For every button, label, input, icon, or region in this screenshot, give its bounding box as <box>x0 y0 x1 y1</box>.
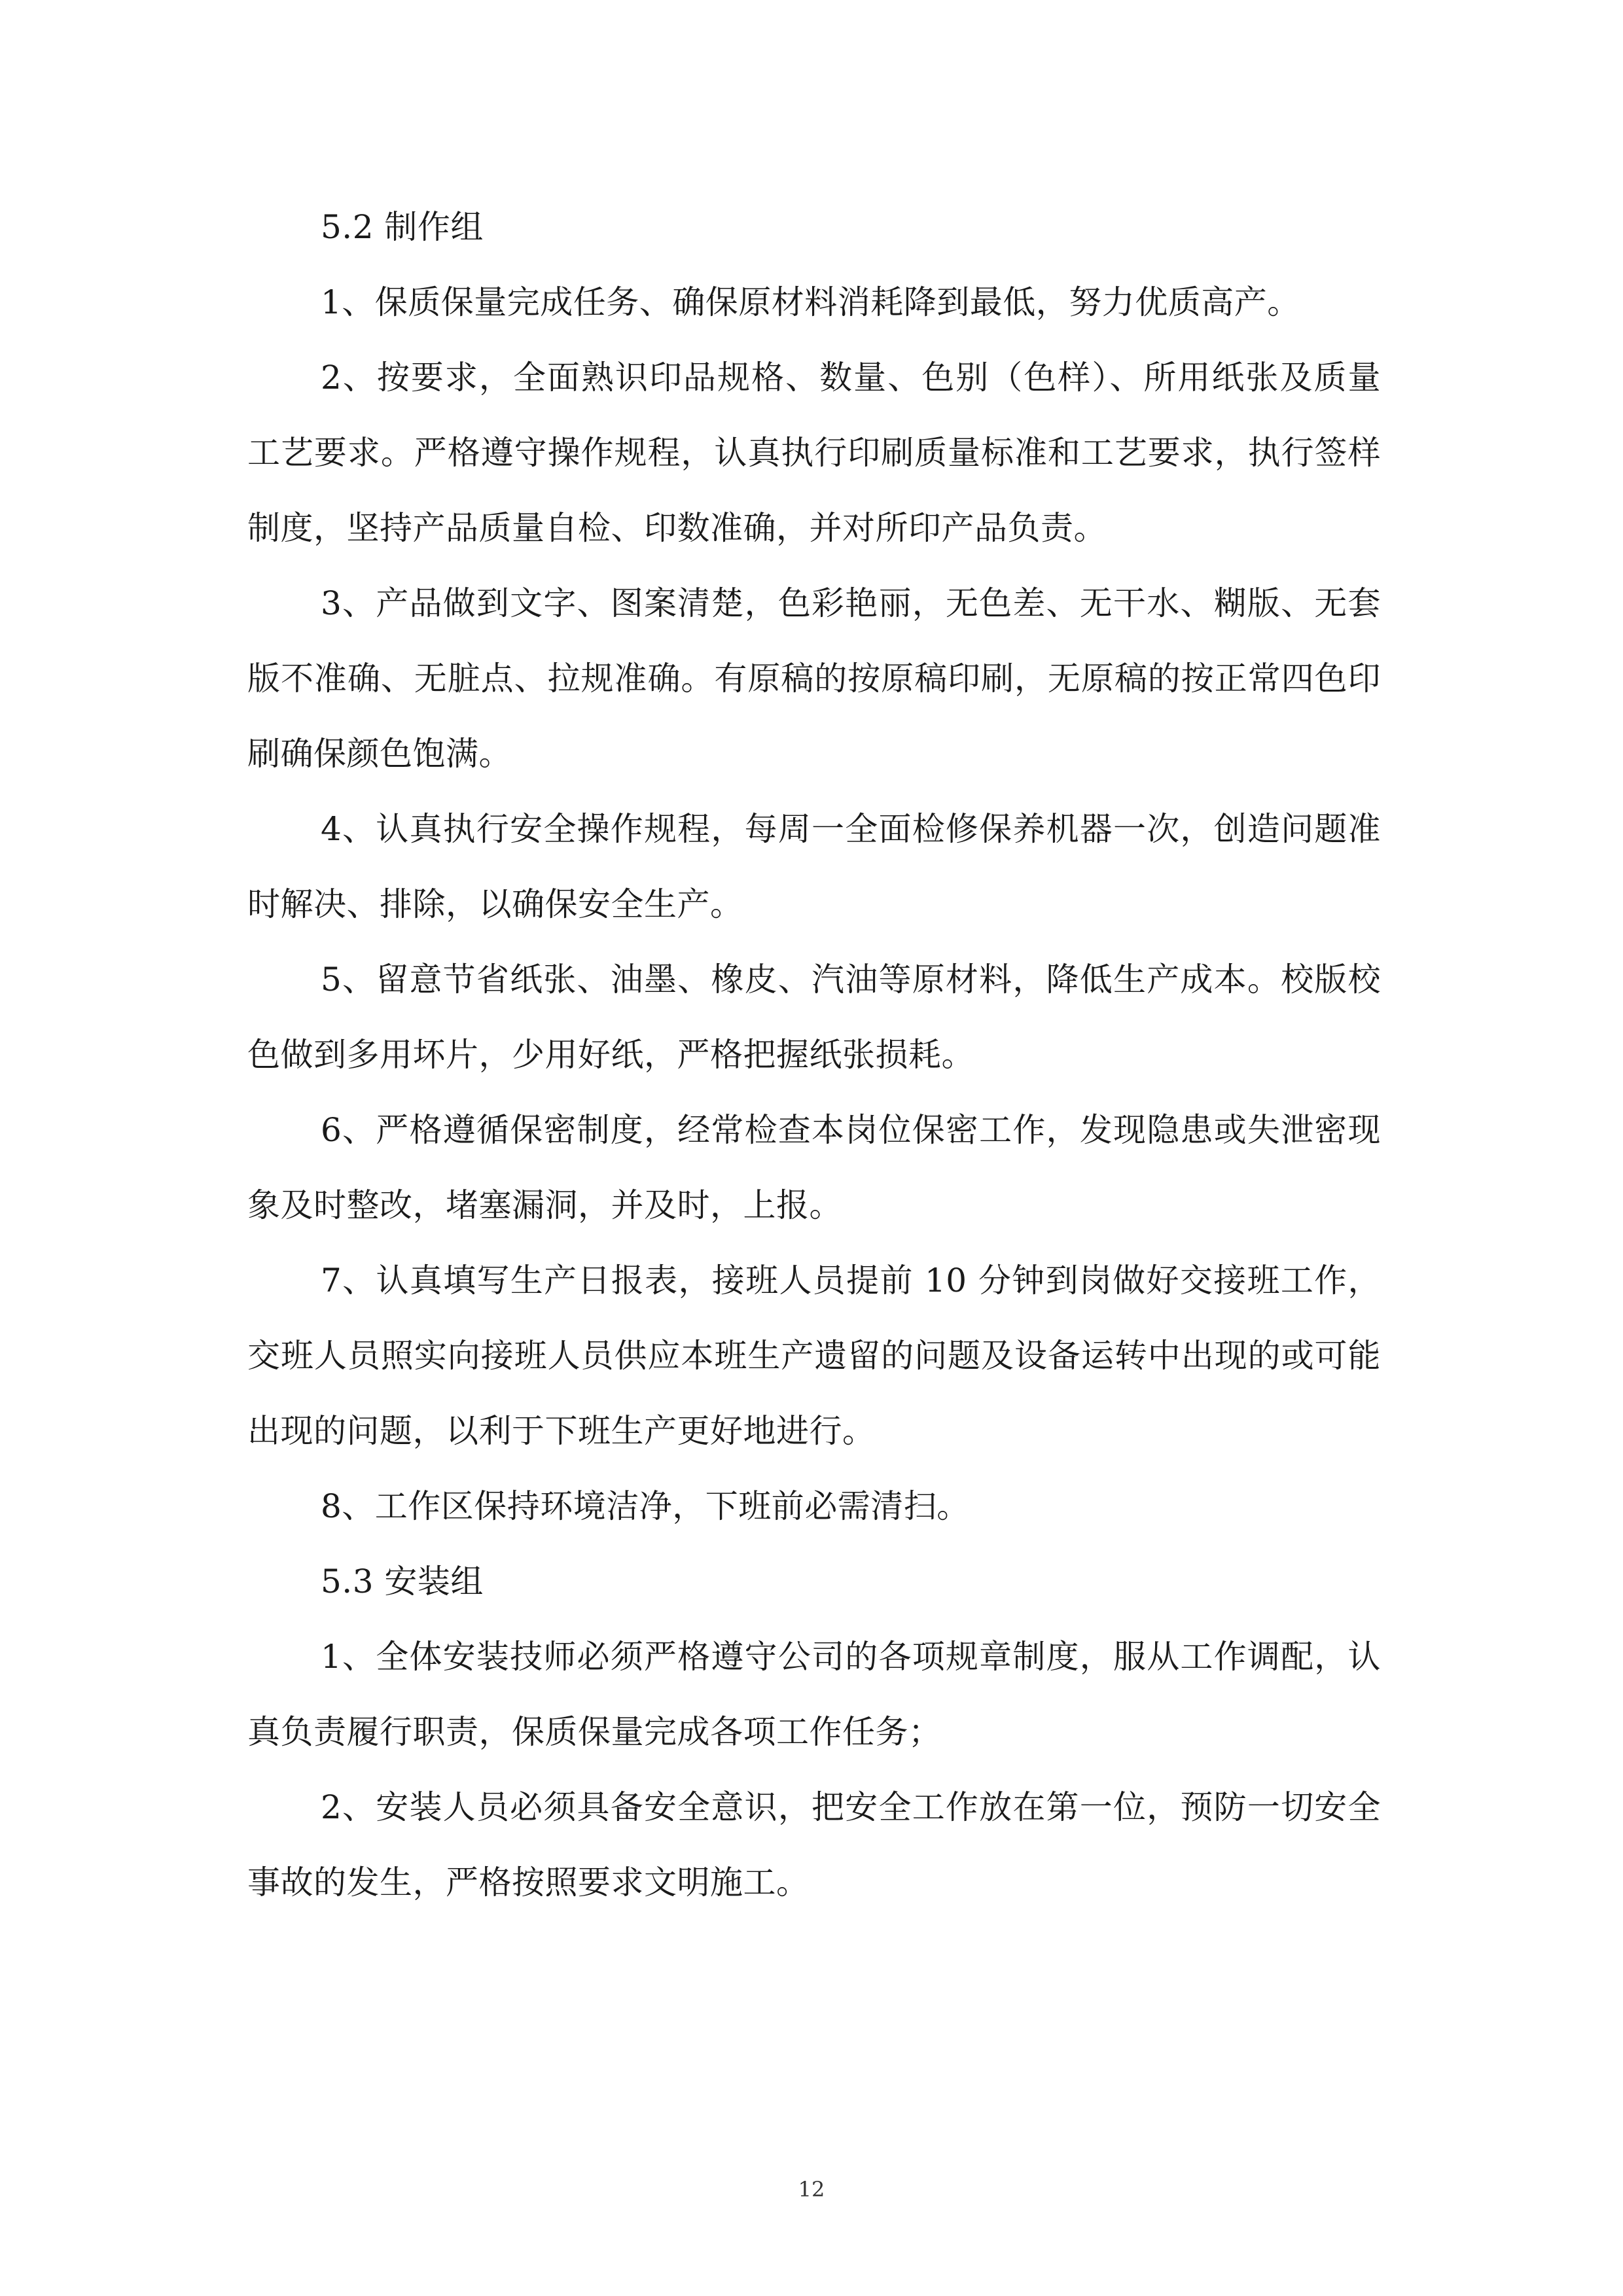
section-5-3-title: 5.3 安装组 <box>321 1563 484 1600</box>
section-5-2-item-1: 1、保质保量完成任务、确保原材料消耗降到最低，努力优质高产。 <box>321 283 1300 321</box>
document-body <box>247 190 1381 1920</box>
page-number: 12 <box>798 2177 825 2202</box>
section-5-2-item-2: 2、按要求，全面熟识印品规格、数量、色别（色样）、所用纸张及质量工艺要求。严格遵守操作规程，认真执行印刷质量标准和工艺要求，执行签样制度，坚持产品质量自检、印数准确，并对所印产品负责。 <box>247 359 1381 547</box>
section-5-3-item-1: 1、全体安装技师必须严格遵守公司的各项规章制度，服从工作调配，认真负责履行职责，保质保量完成各项工作任务； <box>247 1638 1381 1751</box>
section-5-2-item-8: 8、工作区保持环境洁净，下班前必需清扫。 <box>321 1487 970 1525</box>
section-5-2-item-7: 7、认真填写生产日报表，接班人员提前 10 分钟到岗做好交接班工作，交班人员照实向接班人员供应本班生产遗留的问题及设备运转中出现的或可能出现的问题，以利于下班生产更好地进行。 <box>247 1262 1381 1450</box>
section-5-3-item-2: 2、安装人员必须具备安全意识，把安全工作放在第一位，预防一切安全事故的发生，严格按照要求文明施工。 <box>247 1788 1381 1901</box>
section-5-2-title: 5.2 制作组 <box>321 208 484 246</box>
section-5-2-item-3: 3、产品做到文字、图案清楚，色彩艳丽，无色差、无干水、糊版、无套版不准确、无脏点、拉规准确。有原稿的按原稿印刷，无原稿的按正常四色印刷确保颜色饱满。 <box>247 584 1381 773</box>
section-5-2-item-6: 6、严格遵循保密制度，经常检查本岗位保密工作，发现隐患或失泄密现象及时整改，堵塞漏洞，并及时，上报。 <box>247 1111 1381 1224</box>
section-5-2-item-4: 4、认真执行安全操作规程，每周一全面检修保养机器一次，创造问题准时解决、排除，以确保安全生产。 <box>247 810 1381 923</box>
section-5-2-item-5: 5、留意节省纸张、油墨、橡皮、汽油等原材料，降低生产成本。校版校色做到多用坏片，少用好纸，严格把握纸张损耗。 <box>247 961 1381 1074</box>
